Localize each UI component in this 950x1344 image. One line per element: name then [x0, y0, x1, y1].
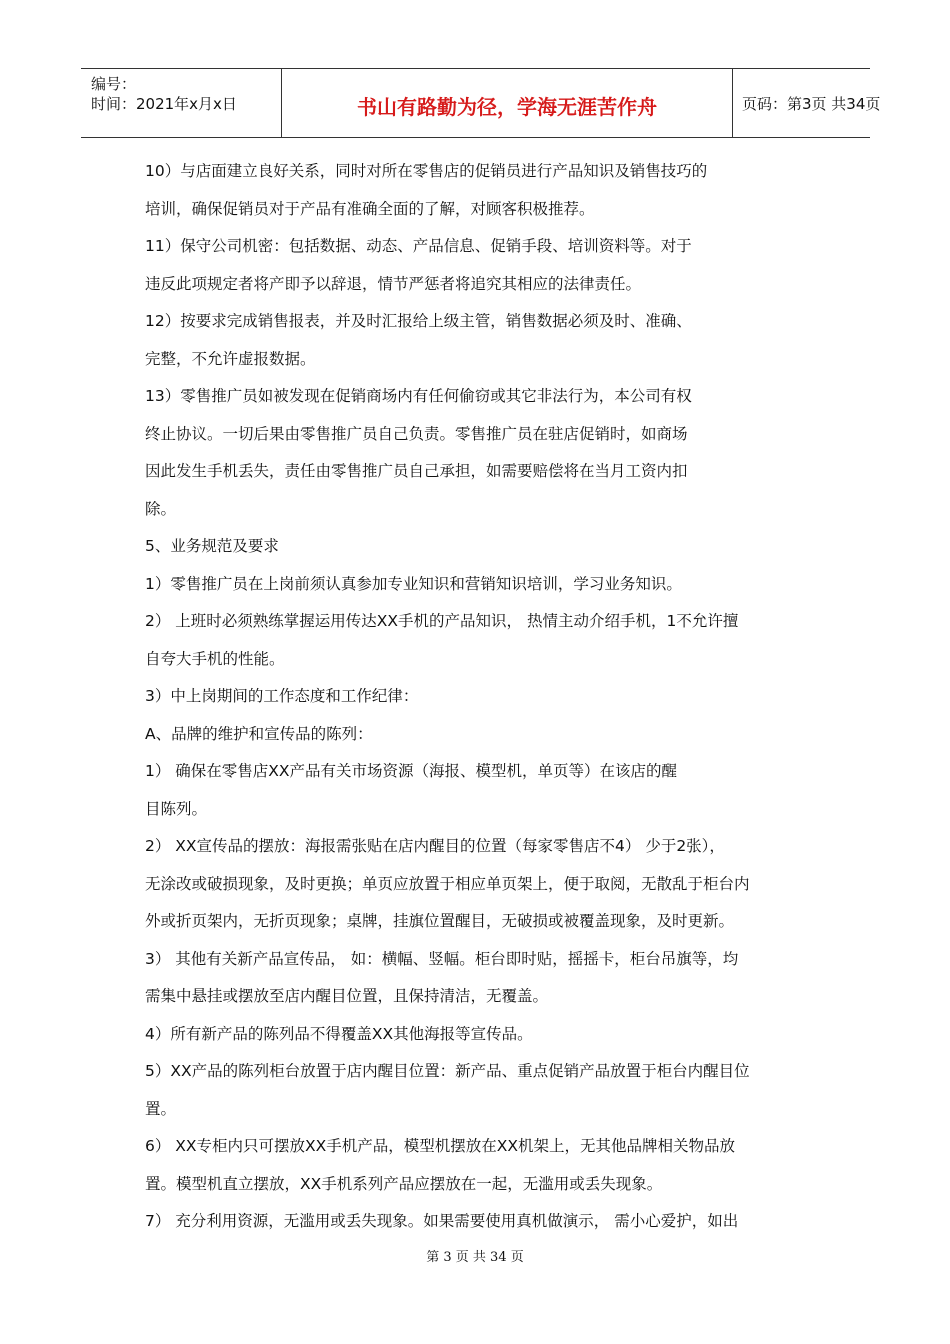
- motto-text: 书山有路勤为径，学海无涯苦作舟: [357, 95, 657, 119]
- section-heading: 5、业务规范及要求: [145, 537, 279, 555]
- body-line: 违反此项规定者将产即予以辞退，情节严惩者将追究其相应的法律责任。: [145, 275, 642, 293]
- header-page-info: 页码：第3页 共34页: [742, 95, 881, 113]
- document-date: 时间：2021年x月x日: [91, 95, 237, 113]
- body-line: 13）零售推广员如被发现在促销商场内有任何偷窃或其它非法行为，本公司有权: [145, 387, 692, 405]
- body-line: 3）中上岗期间的工作态度和工作纪律：: [145, 687, 419, 705]
- body-line: 3） 其他有关新产品宣传品， 如：横幅、竖幅。柜台即时贴，摇摇卡，柜台吊旗等，均: [145, 950, 739, 968]
- page-footer: 第 3 页 共 34 页: [426, 1250, 524, 1265]
- body-line: 2） 上班时必须熟练掌握运用传达XX手机的产品知识， 热情主动介绍手机，1不允许擅: [145, 612, 739, 630]
- body-line: 置。: [145, 1100, 177, 1118]
- body-line: 终止协议。一切后果由零售推广员自己负责。零售推广员在驻店促销时，如商场: [145, 425, 688, 443]
- body-line: 除。: [145, 500, 177, 518]
- body-line: 置。模型机直立摆放，XX手机系列产品应摆放在一起，无滥用或丢失现象。: [145, 1175, 663, 1193]
- body-line: 7） 充分利用资源，无滥用或丢失现象。如果需要使用真机做演示， 需小心爱护，如出: [145, 1212, 739, 1230]
- body-line: 目陈列。: [145, 800, 208, 818]
- header-left-cell: [81, 69, 281, 137]
- body-line: 6） XX专柜内只可摆放XX手机产品，模型机摆放在XX机架上，无其他品牌相关物品放: [145, 1137, 736, 1155]
- body-line: 5）XX产品的陈列柜台放置于店内醒目位置：新产品、重点促销产品放置于柜台内醒目位: [145, 1062, 750, 1080]
- body-line: 因此发生手机丢失，责任由零售推广员自己承担，如需要赔偿将在当月工资内扣: [145, 462, 688, 480]
- body-line: 自夸大手机的性能。: [145, 650, 285, 668]
- header-motto-cell: [281, 69, 733, 137]
- page-header: [81, 68, 881, 138]
- body-line: 培训，确保促销员对于产品有准确全面的了解，对顾客积极推荐。: [145, 200, 595, 218]
- body-line: 12）按要求完成销售报表，并及时汇报给上级主管，销售数据必须及时、准确、: [145, 312, 692, 330]
- body-line: 需集中悬挂或摆放至店内醒目位置，且保持清洁，无覆盖。: [145, 987, 549, 1005]
- body-line: 外或折页架内，无折页现象；桌牌，挂旗位置醒目，无破损或被覆盖现象，及时更新。: [145, 912, 735, 930]
- body-line: 1）零售推广员在上岗前须认真参加专业知识和营销知识培训，学习业务知识。: [145, 575, 682, 593]
- body-line: 4）所有新产品的陈列品不得覆盖XX其他海报等宣传品。: [145, 1025, 533, 1043]
- body-line: 完整，不允许虚报数据。: [145, 350, 316, 368]
- body-line: 无涂改或破损现象，及时更换；单页应放置于相应单页架上，便于取阅，无散乱于柜台内: [145, 875, 750, 893]
- body-line: 11）保守公司机密：包括数据、动态、产品信息、促销手段、培训资料等。对于: [145, 237, 692, 255]
- body-line: A、品牌的维护和宣传品的陈列：: [145, 725, 373, 743]
- body-line: 2） XX宣传品的摆放：海报需张贴在店内醒目的位置（每家零售店不4） 少于2张），: [145, 837, 725, 855]
- body-line: 1） 确保在零售店XX产品有关市场资源（海报、模型机，单页等）在该店的醒: [145, 762, 678, 780]
- document-number-label: 编号：: [91, 75, 137, 93]
- body-line: 10）与店面建立良好关系，同时对所在零售店的促销员进行产品知识及销售技巧的: [145, 162, 708, 180]
- header-page-cell: [732, 69, 881, 137]
